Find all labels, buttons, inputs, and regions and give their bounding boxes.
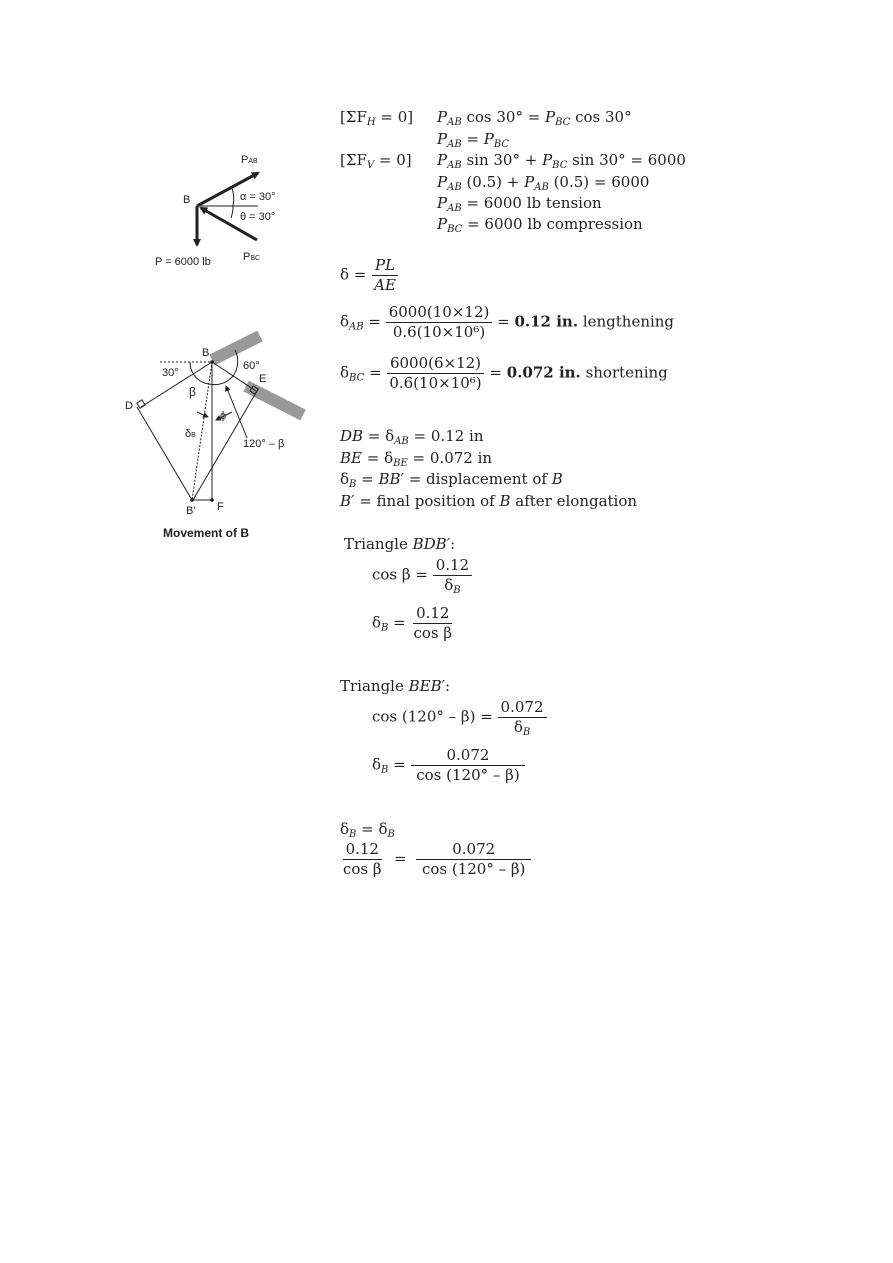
eq-v2: $P_{AB}$ $(0.5) + P_{AB}$ (0.5) = 6000	[437, 173, 650, 193]
fbd-label-b: B	[183, 194, 191, 206]
tri2-delta: $\delta_B$ = $\frac{0.072}{\cos (120^\circ - \beta)}$	[372, 748, 525, 783]
eq-v4: $P_{BC} = 6000$ lb compression	[437, 215, 643, 235]
arc-120-beta	[209, 376, 233, 385]
delta-ab-formula: $\delta_{AB}$ = $\frac{6000(10\times 12)}{\text{0.6(10×10⁶)}}$ = 0.12 in. lengthening	[340, 303, 675, 341]
geom-line-4: B′ = final position of B after elongation	[340, 492, 638, 510]
eq-v3: $P_{AB} = 6000$ lb tension	[437, 194, 602, 214]
tri1-title: Triangle BDB′:	[344, 535, 456, 553]
eq-h1: $P_{AB}$ $\cos 30^\circ = P_{BC}$ cos 30°	[437, 108, 632, 128]
final-fractions: $\frac{0.12}{\text{cos β}}$ = $\frac{0.072}{\cos (120^\circ - \beta)}$	[340, 842, 531, 877]
arrow-delta-b	[197, 412, 208, 417]
arrow-120-beta	[226, 386, 247, 438]
movement-caption: Movement of B	[163, 526, 250, 540]
tri1-delta: $\delta_B$ = $\frac{0.12}{\text{cos β}}$	[372, 604, 453, 642]
alpha-arc	[232, 188, 234, 206]
point-b-prime	[190, 498, 194, 502]
mov-label-d: D	[125, 400, 133, 412]
mov-label-60: 60°	[243, 360, 260, 372]
mov-label-delta-b: δB	[185, 428, 196, 440]
mov-label-120-beta: 120° – β	[243, 438, 285, 450]
mov-label-30: 30°	[162, 367, 179, 379]
bar-ab	[212, 336, 260, 360]
fbd-label-theta: θ = 30°	[240, 211, 276, 223]
geom-line-3: $\delta_B = BB'$ = displacement of B	[340, 470, 563, 490]
eq-sum-fh-label: $[\Sigma F_H = 0]$	[340, 108, 414, 128]
mov-label-b: B	[202, 347, 210, 359]
mov-label-e: E	[259, 373, 267, 385]
fbd-label-pab: PAB	[241, 154, 258, 166]
eq-sum-fv-label: $[\Sigma F_V = 0]$	[340, 151, 412, 171]
arc-beta	[194, 375, 209, 384]
final-equality: $\delta_B = \delta_B$	[340, 820, 395, 840]
eq-v1: $P_{AB}$ $\sin 30^\circ + P_{BC}$ sin 30° = 6000	[437, 151, 686, 171]
tri1-cos: cos β = $\frac{0.12}{\delta_B}$	[372, 558, 472, 593]
geom-line-1: DB = $\delta_{AB} = 0.12$ in	[340, 427, 484, 447]
arc-30	[190, 362, 194, 375]
eq-h2: $P_{AB} = P_{BC}$	[437, 130, 510, 150]
line-bb-prime	[192, 362, 212, 500]
delta-bc-formula: $\delta_{BC}$ = $\frac{6000(6\times 12)}{\text{0.6(10×10⁶)}}$ = 0.072 in. shortening	[340, 354, 668, 392]
point-f	[210, 498, 214, 502]
theta-arc	[231, 206, 233, 218]
mov-label-beta: β	[189, 385, 196, 399]
delta-formula: δ = $\frac{PL}{AE}$	[340, 258, 399, 293]
movement-diagram	[120, 330, 310, 545]
fbd-label-load: P = 6000 lb	[155, 256, 211, 268]
geom-line-2: BE = $\delta_{BE} = 0.072$ in	[340, 449, 493, 469]
mov-label-b-prime: B′	[186, 505, 196, 517]
tri2-title: Triangle BEB′:	[340, 677, 451, 695]
tri2-cos: cos (120° – β) = $\frac{0.072}{\delta_B}$	[372, 700, 547, 735]
line-db-prime	[137, 407, 192, 500]
point-b	[210, 360, 214, 364]
free-body-diagram	[140, 145, 315, 275]
fbd-label-pbc: PBC	[243, 251, 261, 263]
mov-label-phi: ϕ	[220, 410, 227, 422]
fbd-label-alpha: α = 30°	[240, 191, 276, 203]
mov-label-f: F	[217, 501, 224, 513]
